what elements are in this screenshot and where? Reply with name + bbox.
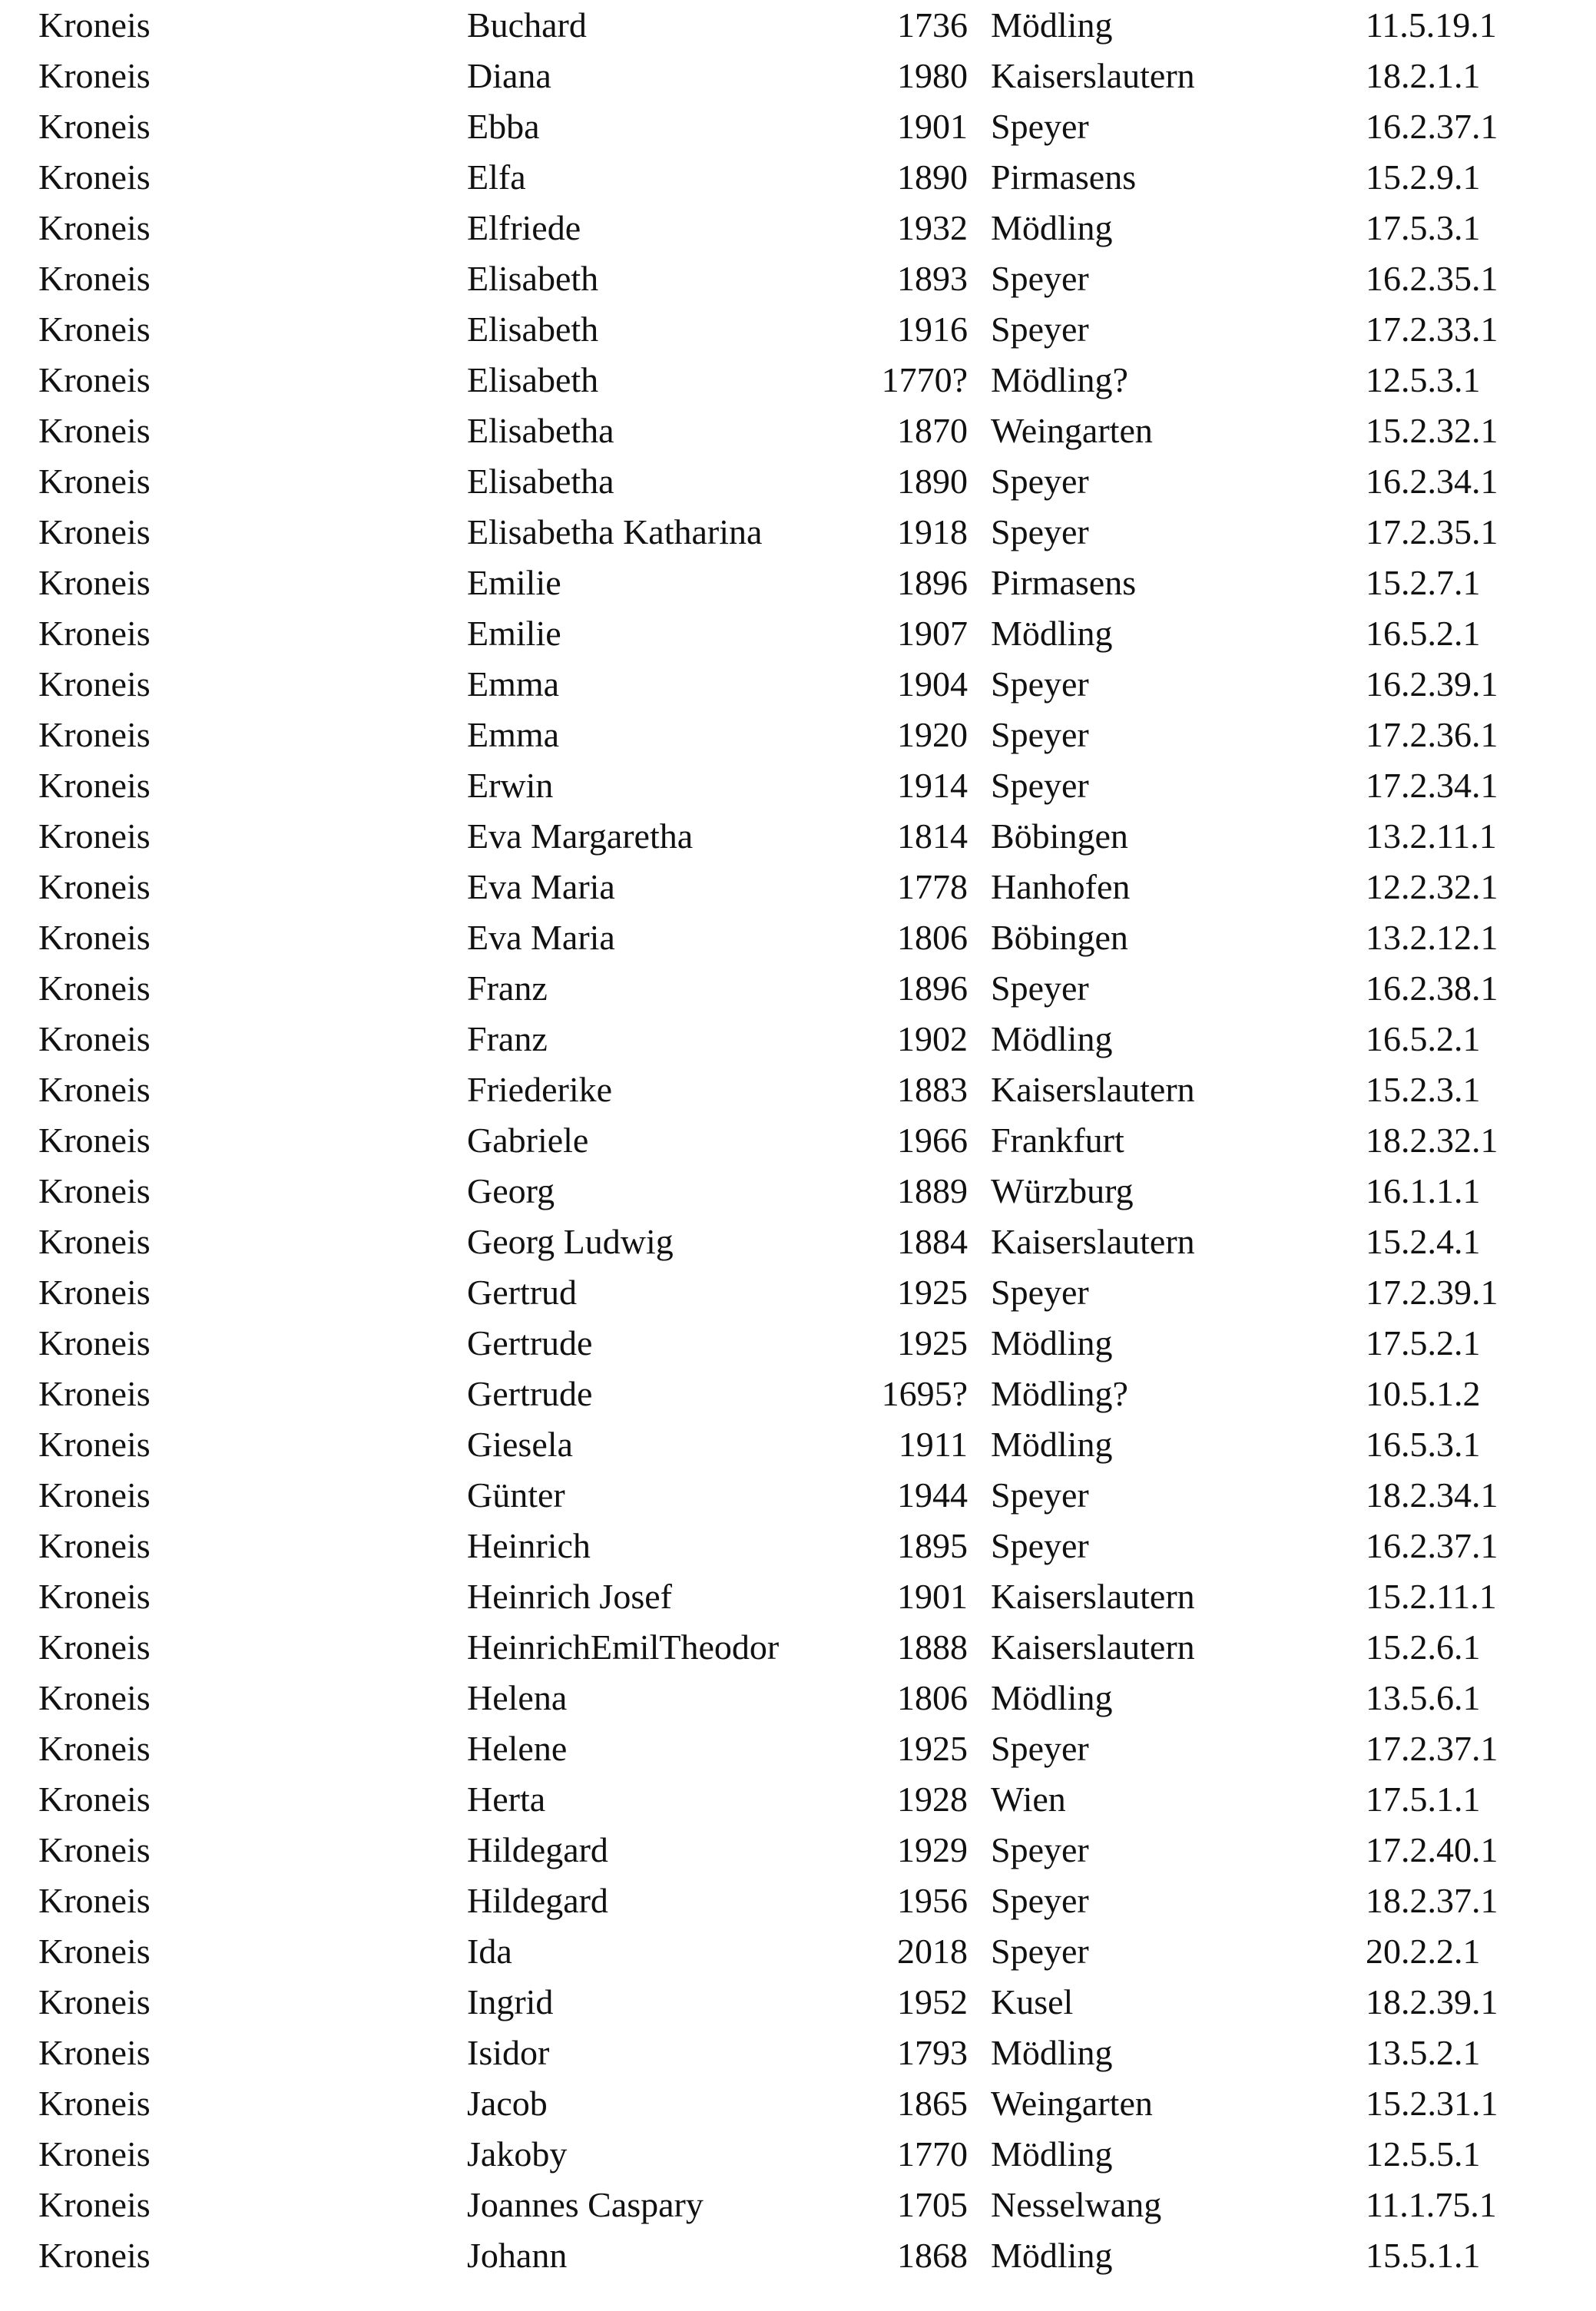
record-code-cell: 11.1.75.1 (1366, 2185, 1497, 2224)
place-cell: Pirmasens (991, 157, 1137, 197)
birth-year-cell: 1907 (897, 614, 968, 653)
birth-year-cell: 1868 (897, 2236, 968, 2275)
given-name-cell: Emma (467, 715, 560, 754)
birth-year-cell: 1944 (897, 1475, 968, 1515)
given-name-cell: Elisabetha (467, 462, 614, 501)
record-code-cell: 17.2.39.1 (1366, 1273, 1498, 1312)
birth-year-cell: 1870 (897, 411, 968, 450)
place-cell: Nesselwang (991, 2185, 1162, 2224)
register-row (0, 965, 1596, 1012)
given-name-cell: Gertrude (467, 1323, 593, 1362)
surname-cell: Kroneis (38, 2033, 151, 2072)
given-name-cell: Emilie (467, 614, 561, 653)
place-cell: Böbingen (991, 816, 1128, 856)
record-code-cell: 15.5.1.1 (1366, 2236, 1481, 2275)
record-code-cell: 17.2.37.1 (1366, 1729, 1498, 1768)
record-code-cell: 20.2.2.1 (1366, 1932, 1481, 1971)
place-cell: Speyer (991, 310, 1089, 349)
place-cell: Mödling (991, 1019, 1113, 1058)
birth-year-cell: 1890 (897, 462, 968, 501)
register-row (0, 458, 1596, 505)
given-name-cell: Joannes Caspary (467, 2185, 704, 2224)
register-row (0, 2, 1596, 49)
register-row (0, 1066, 1596, 1114)
record-code-cell: 16.5.2.1 (1366, 614, 1481, 653)
given-name-cell: Eva Maria (467, 918, 615, 957)
birth-year-cell: 1814 (897, 816, 968, 856)
surname-cell: Kroneis (38, 2236, 151, 2275)
record-code-cell: 15.2.3.1 (1366, 1070, 1481, 1109)
birth-year-cell: 1736 (897, 5, 968, 45)
birth-year-cell: 1889 (897, 1171, 968, 1210)
given-name-cell: Ida (467, 1932, 512, 1971)
surname-cell: Kroneis (38, 614, 151, 653)
birth-year-cell: 1920 (897, 715, 968, 754)
place-cell: Hanhofen (991, 867, 1131, 906)
surname-cell: Kroneis (38, 259, 151, 298)
place-cell: Weingarten (991, 411, 1153, 450)
surname-cell: Kroneis (38, 766, 151, 805)
record-code-cell: 17.5.2.1 (1366, 1323, 1481, 1362)
given-name-cell: Erwin (467, 766, 554, 805)
birth-year-cell: 1896 (897, 563, 968, 602)
record-code-cell: 17.2.36.1 (1366, 715, 1498, 754)
birth-year-cell: 1865 (897, 2084, 968, 2123)
birth-year-cell: 1705 (897, 2185, 968, 2224)
place-cell: Mödling (991, 1425, 1113, 1464)
record-code-cell: 16.2.34.1 (1366, 462, 1498, 501)
birth-year-cell: 1911 (898, 1425, 968, 1464)
record-code-cell: 13.2.12.1 (1366, 918, 1498, 957)
given-name-cell: Günter (467, 1475, 565, 1515)
register-row (0, 1826, 1596, 1874)
given-name-cell: Elfriede (467, 208, 581, 247)
given-name-cell: Elisabeth (467, 310, 599, 349)
birth-year-cell: 1925 (897, 1729, 968, 1768)
register-row (0, 1674, 1596, 1722)
place-cell: Speyer (991, 766, 1089, 805)
register-row (0, 610, 1596, 657)
surname-cell: Kroneis (38, 1982, 151, 2021)
record-code-cell: 12.2.32.1 (1366, 867, 1498, 906)
birth-year-cell: 1918 (897, 512, 968, 551)
register-row (0, 2131, 1596, 2178)
given-name-cell: Friederike (467, 1070, 613, 1109)
place-cell: Speyer (991, 1475, 1089, 1515)
place-cell: Kusel (991, 1982, 1074, 2021)
record-code-cell: 16.5.2.1 (1366, 1019, 1481, 1058)
surname-cell: Kroneis (38, 1121, 151, 1160)
given-name-cell: HeinrichEmilTheodor (467, 1627, 780, 1667)
birth-year-cell: 1695? (881, 1374, 968, 1413)
place-cell: Kaiserslautern (991, 1577, 1195, 1616)
surname-cell: Kroneis (38, 664, 151, 704)
place-cell: Mödling? (991, 360, 1128, 399)
register-row (0, 1370, 1596, 1418)
given-name-cell: Ingrid (467, 1982, 554, 2021)
record-code-cell: 16.2.37.1 (1366, 1526, 1498, 1565)
given-name-cell: Jacob (467, 2084, 548, 2123)
register-row (0, 1218, 1596, 1266)
surname-cell: Kroneis (38, 1425, 151, 1464)
record-code-cell: 17.5.3.1 (1366, 208, 1481, 247)
record-code-cell: 18.2.39.1 (1366, 1982, 1498, 2021)
place-cell: Böbingen (991, 918, 1128, 957)
register-row (0, 1877, 1596, 1925)
place-cell: Kaiserslautern (991, 1070, 1195, 1109)
place-cell: Mödling (991, 208, 1113, 247)
surname-cell: Kroneis (38, 1830, 151, 1869)
place-cell: Speyer (991, 664, 1089, 704)
register-row (0, 559, 1596, 607)
register-row (0, 103, 1596, 151)
birth-year-cell: 1932 (897, 208, 968, 247)
place-cell: Wien (991, 1780, 1066, 1819)
record-code-cell: 16.2.37.1 (1366, 107, 1498, 146)
given-name-cell: Heinrich (467, 1526, 591, 1565)
given-name-cell: Elisabeth (467, 360, 599, 399)
record-code-cell: 16.2.39.1 (1366, 664, 1498, 704)
surname-cell: Kroneis (38, 1019, 151, 1058)
given-name-cell: Emilie (467, 563, 561, 602)
record-code-cell: 18.2.37.1 (1366, 1881, 1498, 1920)
place-cell: Speyer (991, 1273, 1089, 1312)
surname-cell: Kroneis (38, 1729, 151, 1768)
register-row (0, 204, 1596, 252)
place-cell: Speyer (991, 1830, 1089, 1869)
record-code-cell: 18.2.1.1 (1366, 56, 1481, 95)
register-row (0, 356, 1596, 404)
surname-cell: Kroneis (38, 1323, 151, 1362)
record-code-cell: 16.2.35.1 (1366, 259, 1498, 298)
birth-year-cell: 1883 (897, 1070, 968, 1109)
record-code-cell: 15.2.4.1 (1366, 1222, 1481, 1261)
surname-cell: Kroneis (38, 1780, 151, 1819)
register-row (0, 863, 1596, 911)
given-name-cell: Elisabetha Katharina (467, 512, 763, 551)
place-cell: Speyer (991, 1526, 1089, 1565)
register-row (0, 1725, 1596, 1773)
birth-year-cell: 1966 (897, 1121, 968, 1160)
given-name-cell: Helene (467, 1729, 568, 1768)
birth-year-cell: 1980 (897, 56, 968, 95)
surname-cell: Kroneis (38, 1171, 151, 1210)
register-row (0, 1421, 1596, 1468)
register-row (0, 1472, 1596, 1519)
place-cell: Speyer (991, 512, 1089, 551)
register-row (0, 1928, 1596, 1975)
record-code-cell: 17.2.40.1 (1366, 1830, 1498, 1869)
record-code-cell: 10.5.1.2 (1366, 1374, 1481, 1413)
record-code-cell: 16.5.3.1 (1366, 1425, 1481, 1464)
surname-cell: Kroneis (38, 1475, 151, 1515)
surname-cell: Kroneis (38, 208, 151, 247)
birth-year-cell: 1902 (897, 1019, 968, 1058)
surname-cell: Kroneis (38, 512, 151, 551)
register-row (0, 1269, 1596, 1316)
place-cell: Mödling (991, 5, 1113, 45)
surname-cell: Kroneis (38, 5, 151, 45)
register-row (0, 255, 1596, 303)
surname-cell: Kroneis (38, 360, 151, 399)
surname-cell: Kroneis (38, 1222, 151, 1261)
birth-year-cell: 1952 (897, 1982, 968, 2021)
place-cell: Speyer (991, 259, 1089, 298)
place-cell: Mödling (991, 2134, 1113, 2174)
birth-year-cell: 1904 (897, 664, 968, 704)
given-name-cell: Eva Margaretha (467, 816, 694, 856)
record-code-cell: 16.2.38.1 (1366, 968, 1498, 1008)
place-cell: Kaiserslautern (991, 1222, 1195, 1261)
record-code-cell: 12.5.3.1 (1366, 360, 1481, 399)
place-cell: Speyer (991, 462, 1089, 501)
surname-cell: Kroneis (38, 157, 151, 197)
record-code-cell: 15.2.6.1 (1366, 1627, 1481, 1667)
register-row (0, 813, 1596, 860)
record-code-cell: 13.2.11.1 (1366, 816, 1497, 856)
register-row (0, 2232, 1596, 2280)
birth-year-cell: 1925 (897, 1273, 968, 1312)
register-row (0, 1015, 1596, 1063)
birth-year-cell: 1793 (897, 2033, 968, 2072)
birth-year-cell: 2018 (897, 1932, 968, 1971)
place-cell: Pirmasens (991, 563, 1137, 602)
birth-year-cell: 1770 (897, 2134, 968, 2174)
surname-cell: Kroneis (38, 563, 151, 602)
record-code-cell: 17.5.1.1 (1366, 1780, 1481, 1819)
given-name-cell: Elfa (467, 157, 526, 197)
given-name-cell: Gabriele (467, 1121, 589, 1160)
birth-year-cell: 1806 (897, 918, 968, 957)
register-row (0, 914, 1596, 962)
place-cell: Mödling (991, 2033, 1113, 2072)
birth-year-cell: 1806 (897, 1678, 968, 1717)
record-code-cell: 15.2.31.1 (1366, 2084, 1498, 2123)
birth-year-cell: 1928 (897, 1780, 968, 1819)
surname-cell: Kroneis (38, 816, 151, 856)
record-code-cell: 18.2.34.1 (1366, 1475, 1498, 1515)
record-code-cell: 15.2.7.1 (1366, 563, 1481, 602)
given-name-cell: Gertrude (467, 1374, 593, 1413)
surname-cell: Kroneis (38, 310, 151, 349)
surname-cell: Kroneis (38, 2185, 151, 2224)
given-name-cell: Heinrich Josef (467, 1577, 672, 1616)
given-name-cell: Georg Ludwig (467, 1222, 674, 1261)
birth-year-cell: 1929 (897, 1830, 968, 1869)
surname-cell: Kroneis (38, 968, 151, 1008)
birth-year-cell: 1778 (897, 867, 968, 906)
record-code-cell: 15.2.11.1 (1366, 1577, 1497, 1616)
given-name-cell: Franz (467, 968, 548, 1008)
surname-cell: Kroneis (38, 56, 151, 95)
register-row (0, 1776, 1596, 1823)
surname-cell: Kroneis (38, 2084, 151, 2123)
record-code-cell: 11.5.19.1 (1366, 5, 1497, 45)
given-name-cell: Herta (467, 1780, 546, 1819)
place-cell: Kaiserslautern (991, 1627, 1195, 1667)
given-name-cell: Buchard (467, 5, 587, 45)
surname-cell: Kroneis (38, 1374, 151, 1413)
surname-cell: Kroneis (38, 1526, 151, 1565)
birth-year-cell: 1893 (897, 259, 968, 298)
place-cell: Speyer (991, 715, 1089, 754)
birth-year-cell: 1884 (897, 1222, 968, 1261)
surname-cell: Kroneis (38, 1273, 151, 1312)
given-name-cell: Diana (467, 56, 551, 95)
birth-year-cell: 1914 (897, 766, 968, 805)
register-row (0, 762, 1596, 810)
record-code-cell: 15.2.9.1 (1366, 157, 1481, 197)
record-code-cell: 13.5.6.1 (1366, 1678, 1481, 1717)
surname-cell: Kroneis (38, 715, 151, 754)
given-name-cell: Franz (467, 1019, 548, 1058)
place-cell: Mödling (991, 2236, 1113, 2275)
surname-cell: Kroneis (38, 1881, 151, 1920)
surname-cell: Kroneis (38, 867, 151, 906)
register-row (0, 407, 1596, 455)
surname-cell: Kroneis (38, 1627, 151, 1667)
register-row (0, 661, 1596, 708)
given-name-cell: Elisabeth (467, 259, 599, 298)
place-cell: Mödling (991, 614, 1113, 653)
surname-cell: Kroneis (38, 107, 151, 146)
surname-cell: Kroneis (38, 918, 151, 957)
register-row (0, 1624, 1596, 1671)
given-name-cell: Hildegard (467, 1830, 608, 1869)
birth-year-cell: 1916 (897, 310, 968, 349)
surname-cell: Kroneis (38, 462, 151, 501)
given-name-cell: Helena (467, 1678, 568, 1717)
place-cell: Frankfurt (991, 1121, 1124, 1160)
register-row (0, 2181, 1596, 2229)
surname-cell: Kroneis (38, 2134, 151, 2174)
birth-year-cell: 1890 (897, 157, 968, 197)
birth-year-cell: 1901 (897, 107, 968, 146)
register-row (0, 1573, 1596, 1621)
birth-year-cell: 1896 (897, 968, 968, 1008)
birth-year-cell: 1925 (897, 1323, 968, 1362)
place-cell: Mödling? (991, 1374, 1128, 1413)
birth-year-cell: 1901 (897, 1577, 968, 1616)
place-cell: Mödling (991, 1323, 1113, 1362)
record-code-cell: 17.2.34.1 (1366, 766, 1498, 805)
given-name-cell: Eva Maria (467, 867, 615, 906)
register-row (0, 1117, 1596, 1164)
given-name-cell: Johann (467, 2236, 568, 2275)
register-row (0, 1319, 1596, 1367)
place-cell: Mödling (991, 1678, 1113, 1717)
place-cell: Speyer (991, 1729, 1089, 1768)
record-code-cell: 18.2.32.1 (1366, 1121, 1498, 1160)
given-name-cell: Ebba (467, 107, 540, 146)
register-row (0, 306, 1596, 353)
record-code-cell: 17.2.35.1 (1366, 512, 1498, 551)
surname-cell: Kroneis (38, 1678, 151, 1717)
birth-year-cell: 1956 (897, 1881, 968, 1920)
place-cell: Speyer (991, 1932, 1089, 1971)
place-cell: Speyer (991, 107, 1089, 146)
birth-year-cell: 1888 (897, 1627, 968, 1667)
record-code-cell: 12.5.5.1 (1366, 2134, 1481, 2174)
surname-cell: Kroneis (38, 1070, 151, 1109)
given-name-cell: Gertrud (467, 1273, 578, 1312)
surname-cell: Kroneis (38, 1932, 151, 1971)
register-row (0, 52, 1596, 100)
given-name-cell: Jakoby (467, 2134, 568, 2174)
record-code-cell: 15.2.32.1 (1366, 411, 1498, 450)
given-name-cell: Georg (467, 1171, 555, 1210)
birth-year-cell: 1770? (881, 360, 968, 399)
record-code-cell: 17.2.33.1 (1366, 310, 1498, 349)
surname-cell: Kroneis (38, 411, 151, 450)
register-row (0, 1978, 1596, 2026)
place-cell: Weingarten (991, 2084, 1153, 2123)
given-name-cell: Emma (467, 664, 560, 704)
register-row (0, 711, 1596, 759)
register-row (0, 154, 1596, 201)
given-name-cell: Hildegard (467, 1881, 608, 1920)
given-name-cell: Isidor (467, 2033, 550, 2072)
place-cell: Speyer (991, 968, 1089, 1008)
record-code-cell: 13.5.2.1 (1366, 2033, 1481, 2072)
surname-cell: Kroneis (38, 1577, 151, 1616)
register-row (0, 508, 1596, 556)
given-name-cell: Elisabetha (467, 411, 614, 450)
register-row (0, 2029, 1596, 2077)
register-row (0, 1167, 1596, 1215)
place-cell: Speyer (991, 1881, 1089, 1920)
register-row (0, 1522, 1596, 1570)
register-row (0, 2080, 1596, 2127)
record-code-cell: 16.1.1.1 (1366, 1171, 1481, 1210)
place-cell: Würzburg (991, 1171, 1134, 1210)
given-name-cell: Giesela (467, 1425, 573, 1464)
birth-year-cell: 1895 (897, 1526, 968, 1565)
place-cell: Kaiserslautern (991, 56, 1195, 95)
